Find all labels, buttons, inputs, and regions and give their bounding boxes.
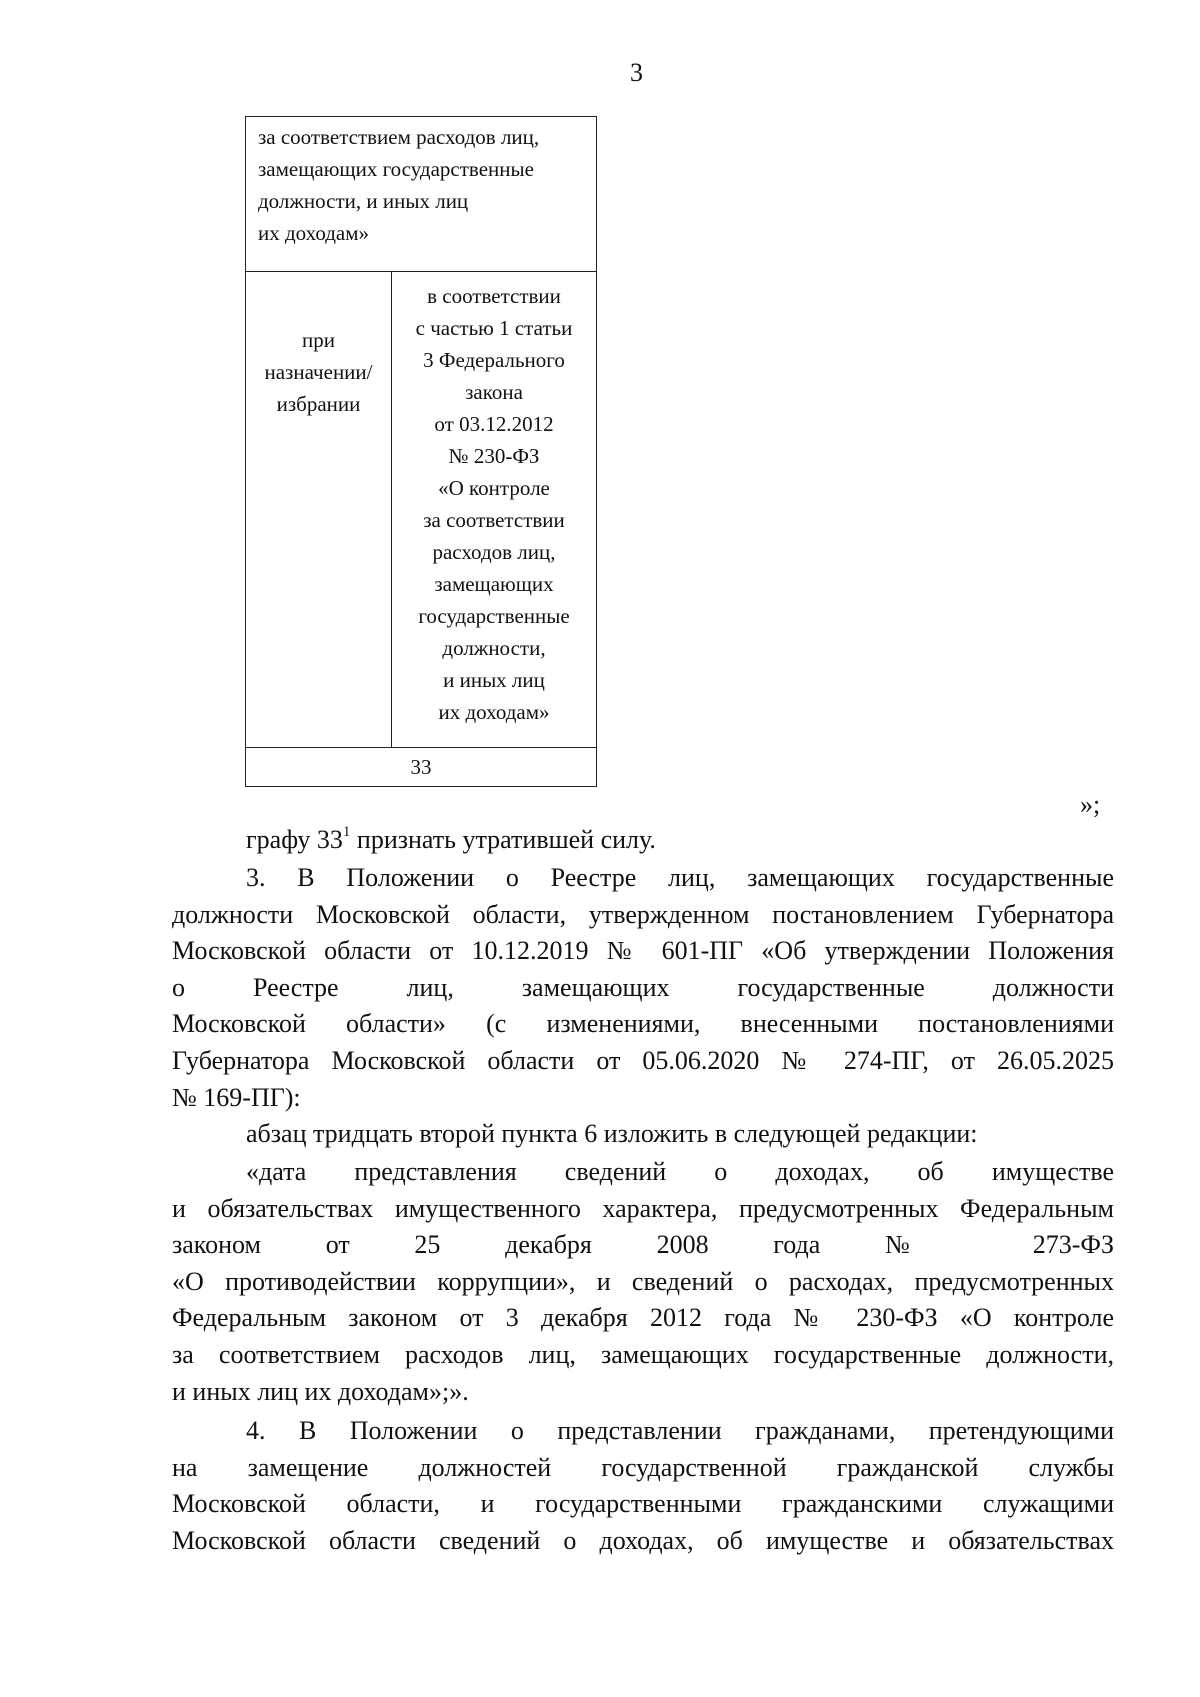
paragraph-line: абзац тридцать второй пункта 6 изложить в следующей редакции: — [246, 1119, 978, 1148]
paragraph-line: № 169-ПГ): — [172, 1082, 301, 1112]
paragraph-line: Московской области сведений о доходах, об имуществе и обязательствах — [172, 1525, 1114, 1555]
right-cell-line: закона — [465, 380, 523, 404]
page-number: 3 — [630, 58, 643, 87]
paragraph-line: Московской области» (с изменениями, внесенными постановлениями — [172, 1009, 1114, 1039]
paragraph-line: о Реестре лиц, замещающих государственные должности — [172, 972, 1114, 1002]
right-cell-line: расходов лиц, — [432, 540, 556, 564]
paragraph-line: и иных лиц их доходам»;». — [172, 1376, 469, 1406]
right-cell-line: должности, — [442, 636, 546, 660]
top-cell-line: за соответствием расходов лиц, — [258, 125, 540, 149]
paragraph-line: законом от 25 декабря 2008 года № 273-ФЗ — [172, 1230, 1114, 1260]
paragraph-3 — [172, 1116, 1114, 1153]
p1-suffix: признать утратившей силу. — [350, 825, 656, 854]
closing-quote-mark: »; — [1080, 790, 1101, 819]
right-cell-line: в соответствии — [427, 284, 561, 308]
column-number-cell: 33 — [246, 748, 597, 787]
paragraph-line: «О противодействии коррупции», и сведений о расходах, предусмотренных — [172, 1266, 1114, 1296]
right-cell-line: с частью 1 статьи — [415, 316, 573, 340]
right-cell-line: и иных лиц — [443, 668, 545, 692]
table-fragment — [245, 116, 597, 787]
right-cell-line: их доходам» — [438, 700, 550, 724]
right-cell-line: за соответствии — [423, 508, 565, 532]
right-cell-line: государственные — [418, 604, 570, 628]
paragraph-5 — [172, 1413, 1114, 1559]
paragraph-line: и обязательствах имущественного характера, предусмотренных Федеральным — [172, 1193, 1114, 1223]
paragraph-text — [172, 822, 1114, 859]
paragraph-line: 4. В Положении о представлении гражданами, претендующими — [246, 1416, 1114, 1445]
paragraph-line: на замещение должностей государственной гражданской службы — [172, 1452, 1114, 1482]
p1-superscript: 1 — [342, 824, 351, 841]
top-cell-line: замещающих государственные — [258, 157, 534, 181]
right-cell-line: «О контроле — [438, 476, 550, 500]
table-top-cell — [246, 117, 597, 272]
right-cell-line: 3 Федерального — [423, 348, 565, 372]
p1-prefix: графу 33 — [246, 825, 343, 854]
paragraph-line: Губернатора Московской области от 05.06.2020 № 274-ПГ, от 26.05.2025 — [172, 1045, 1114, 1075]
paragraph-line: 3. В Положении о Реестре лиц, замещающих государственные — [246, 863, 1114, 892]
top-cell-line: их доходам» — [258, 221, 370, 245]
paragraph-line: за соответствием расходов лиц, замещающих государственные должности, — [172, 1339, 1114, 1369]
table-right-cell — [392, 272, 597, 748]
right-cell-line: замещающих — [434, 572, 554, 596]
paragraph-line: должности Московской области, утвержденном постановлением Губернатора — [172, 899, 1114, 929]
paragraph-4 — [172, 1154, 1114, 1410]
right-cell-line: № 230-ФЗ — [448, 444, 540, 468]
right-cell-line: от 03.12.2012 — [434, 412, 554, 436]
table-left-cell — [246, 272, 392, 748]
left-cell-line: избрании — [276, 392, 361, 416]
left-cell-line: при — [302, 328, 335, 352]
paragraph-line: Московской области, и государственными гражданскими служащими — [172, 1489, 1114, 1519]
paragraph-line: Московской области от 10.12.2019 № 601-ПГ «Об утверждении Положения — [172, 936, 1114, 966]
top-cell-line: должности, и иных лиц — [258, 189, 469, 213]
paragraph-line: Федеральным законом от 3 декабря 2012 года № 230-ФЗ «О контроле — [172, 1303, 1114, 1333]
paragraph-1 — [172, 822, 1114, 859]
paragraph-2 — [172, 860, 1114, 1116]
paragraph-line: «дата представления сведений о доходах, об имуществе — [246, 1157, 1114, 1186]
left-cell-line: назначении/ — [264, 360, 373, 384]
